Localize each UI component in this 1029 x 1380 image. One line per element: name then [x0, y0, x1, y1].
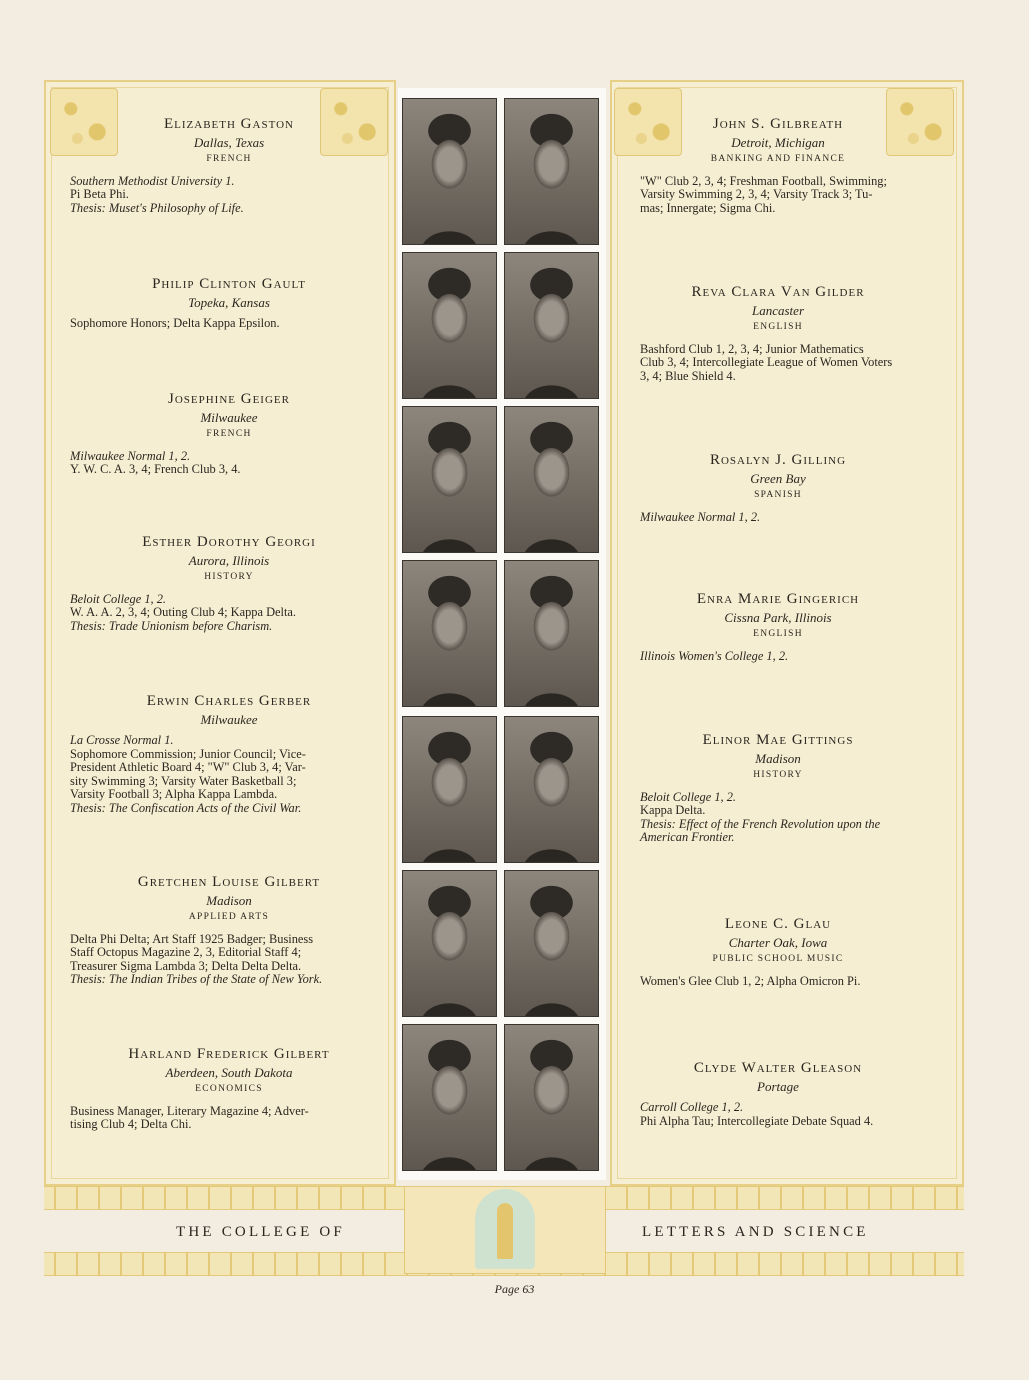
student-hometown: Milwaukee: [200, 409, 258, 425]
portrait-photo: [402, 716, 497, 863]
portrait-photo: [402, 870, 497, 1017]
student-hometown: Aurora, Illinois: [188, 552, 270, 568]
student-hometown: Green Bay: [750, 470, 806, 486]
student-name: Philip Clinton Gault: [152, 276, 306, 292]
center-emblem: [404, 1186, 606, 1274]
activity-line: Varsity Swimming 2, 3, 4; Varsity Track 3; Tu-: [640, 187, 873, 201]
student-hometown: Cissna Park, Illinois: [724, 609, 832, 625]
student-name: Enra Marie Gingerich: [696, 591, 860, 607]
activity-line: La Crosse Normal 1.: [70, 733, 174, 747]
activity-line: Sophomore Honors; Delta Kappa Epsilon.: [70, 316, 280, 330]
right-student-entry: [640, 593, 916, 663]
student-name: John S. Gilbreath: [712, 116, 844, 132]
student-hometown: Detroit, Michigan: [731, 134, 825, 150]
activity-line: Phi Alpha Tau; Intercollegiate Debate Squad 4.: [640, 1113, 874, 1128]
activity-line: Milwaukee Normal 1, 2.: [640, 509, 761, 524]
portrait-photo: [402, 560, 497, 707]
student-department: FRENCH: [206, 154, 252, 164]
student-name: Erwin Charles Gerber: [146, 693, 312, 709]
activity-line: Southern Methodist University 1.: [70, 173, 235, 188]
activity-line: Beloit College 1, 2.: [640, 789, 737, 804]
activity-line: Varsity Football 3; Alpha Kappa Lambda.: [70, 787, 278, 801]
right-student-entry: [640, 286, 916, 383]
activity-line: tising Club 4; Delta Chi.: [70, 1117, 192, 1131]
student-name: Clyde Walter Gleason: [693, 1060, 863, 1076]
portrait-photo: [504, 406, 599, 553]
activity-line: Women's Glee Club 1, 2; Alpha Omicron Pi.: [640, 973, 861, 988]
student-department: SPANISH: [754, 490, 802, 500]
student-hometown: Lancaster: [752, 302, 804, 318]
student-name: Leone C. Glau: [724, 916, 832, 932]
activity-line: President Athletic Board 4; "W" Club 3, 4; Var-: [70, 760, 306, 774]
left-column-frame: [44, 80, 396, 1186]
student-department: ECONOMICS: [195, 1084, 263, 1094]
student-name: Rosalyn J. Gilling: [709, 452, 847, 468]
statue-figure-icon: [497, 1203, 513, 1259]
student-hometown: Charter Oak, Iowa: [728, 934, 828, 950]
activity-line: Delta Phi Delta; Art Staff 1925 Badger; Business: [70, 931, 314, 946]
portrait-photo: [504, 98, 599, 245]
student-hometown: Dallas, Texas: [193, 134, 265, 150]
portrait-strip: [398, 88, 606, 1180]
left-student-entry: [70, 278, 388, 331]
student-name: Reva Clara Van Gilder: [691, 284, 865, 300]
portrait-photo: [504, 716, 599, 863]
footer-left-title: THE COLLEGE OF: [176, 1224, 345, 1240]
portrait-photo: [402, 1024, 497, 1171]
portrait-photo: [504, 870, 599, 1017]
activity-line: Thesis: Muset's Philosophy of Life.: [70, 200, 244, 215]
activity-line: Treasurer Sigma Lambda 3; Delta Delta Delta.: [70, 958, 302, 973]
activity-line: Bashford Club 1, 2, 3, 4; Junior Mathematics: [640, 341, 864, 356]
portrait-photo: [504, 560, 599, 707]
student-hometown: Topeka, Kansas: [188, 294, 270, 310]
left-student-entry: [70, 695, 388, 815]
left-student-entry: [70, 393, 388, 477]
student-department: APPLIED ARTS: [188, 912, 270, 922]
student-department: ENGLISH: [753, 629, 803, 639]
right-student-entry: [640, 734, 916, 845]
activity-line: mas; Innergate; Sigma Chi.: [640, 200, 776, 215]
activity-line: sity Swimming 3; Varsity Water Basketball 3;: [70, 773, 297, 788]
right-student-entry: [640, 1062, 916, 1128]
activity-line: Carroll College 1, 2.: [640, 1100, 744, 1114]
student-hometown: Madison: [206, 892, 252, 908]
right-student-entry: [640, 454, 916, 524]
activity-line: Milwaukee Normal 1, 2.: [70, 448, 191, 463]
student-department: PUBLIC SCHOOL MUSIC: [712, 954, 844, 964]
student-name: Harland Frederick Gilbert: [128, 1046, 330, 1062]
footer-right-title: LETTERS AND SCIENCE: [642, 1224, 869, 1240]
left-student-entry: [70, 536, 388, 633]
student-hometown: Milwaukee: [200, 711, 258, 727]
left-student-entry: [70, 118, 388, 215]
activity-line: American Frontier.: [640, 830, 735, 844]
portrait-photo: [402, 406, 497, 553]
portrait-photo: [504, 1024, 599, 1171]
student-name: Elizabeth Gaston: [164, 116, 294, 132]
student-department: FRENCH: [206, 429, 252, 439]
portrait-photo: [402, 252, 497, 399]
activity-line: Club 3, 4; Intercollegiate League of Women Voters: [640, 355, 893, 369]
activity-line: Business Manager, Literary Magazine 4; Adver-: [70, 1103, 309, 1118]
student-department: ENGLISH: [753, 322, 803, 332]
student-name: Gretchen Louise Gilbert: [137, 874, 321, 890]
left-student-entry: [70, 876, 388, 987]
activity-line: 3, 4; Blue Shield 4.: [640, 368, 736, 383]
right-student-entry: [640, 918, 916, 988]
portrait-photo: [504, 252, 599, 399]
student-hometown: Portage: [757, 1078, 799, 1094]
student-hometown: Aberdeen, South Dakota: [165, 1064, 293, 1080]
activity-line: Staff Octopus Magazine 2, 3, Editorial Staff 4;: [70, 945, 302, 959]
activity-line: Kappa Delta.: [640, 803, 706, 817]
activity-line: "W" Club 2, 3, 4; Freshman Football, Swimming;: [640, 173, 887, 188]
student-department: BANKING AND FINANCE: [710, 154, 846, 164]
activity-line: Y. W. C. A. 3, 4; French Club 3, 4.: [70, 462, 241, 476]
activity-line: Thesis: The Indian Tribes of the State of New York.: [70, 972, 323, 986]
emblem-panel: [475, 1189, 535, 1269]
activity-line: W. A. A. 2, 3, 4; Outing Club 4; Kappa Delta.: [70, 605, 297, 619]
activity-line: Illinois Women's College 1, 2.: [640, 648, 789, 663]
activity-line: Thesis: The Confiscation Acts of the Civil War.: [70, 800, 302, 815]
student-hometown: Madison: [755, 750, 801, 766]
activity-line: Thesis: Trade Unionism before Charism.: [70, 618, 273, 633]
student-name: Josephine Geiger: [168, 391, 290, 407]
left-student-entry: [70, 1048, 388, 1132]
right-student-entry: [640, 118, 916, 215]
activity-line: Pi Beta Phi.: [70, 187, 129, 201]
activity-line: Sophomore Commission; Junior Council; Vice-: [70, 746, 306, 761]
student-name: Elinor Mae Gittings: [702, 732, 854, 748]
student-name: Esther Dorothy Georgi: [142, 534, 316, 550]
student-department: HISTORY: [204, 572, 254, 582]
activity-line: Thesis: Effect of the French Revolution upon the: [640, 816, 881, 831]
activity-line: Beloit College 1, 2.: [70, 591, 167, 606]
student-department: HISTORY: [753, 770, 803, 780]
page-number: Page 63: [494, 1282, 535, 1296]
portrait-photo: [402, 98, 497, 245]
